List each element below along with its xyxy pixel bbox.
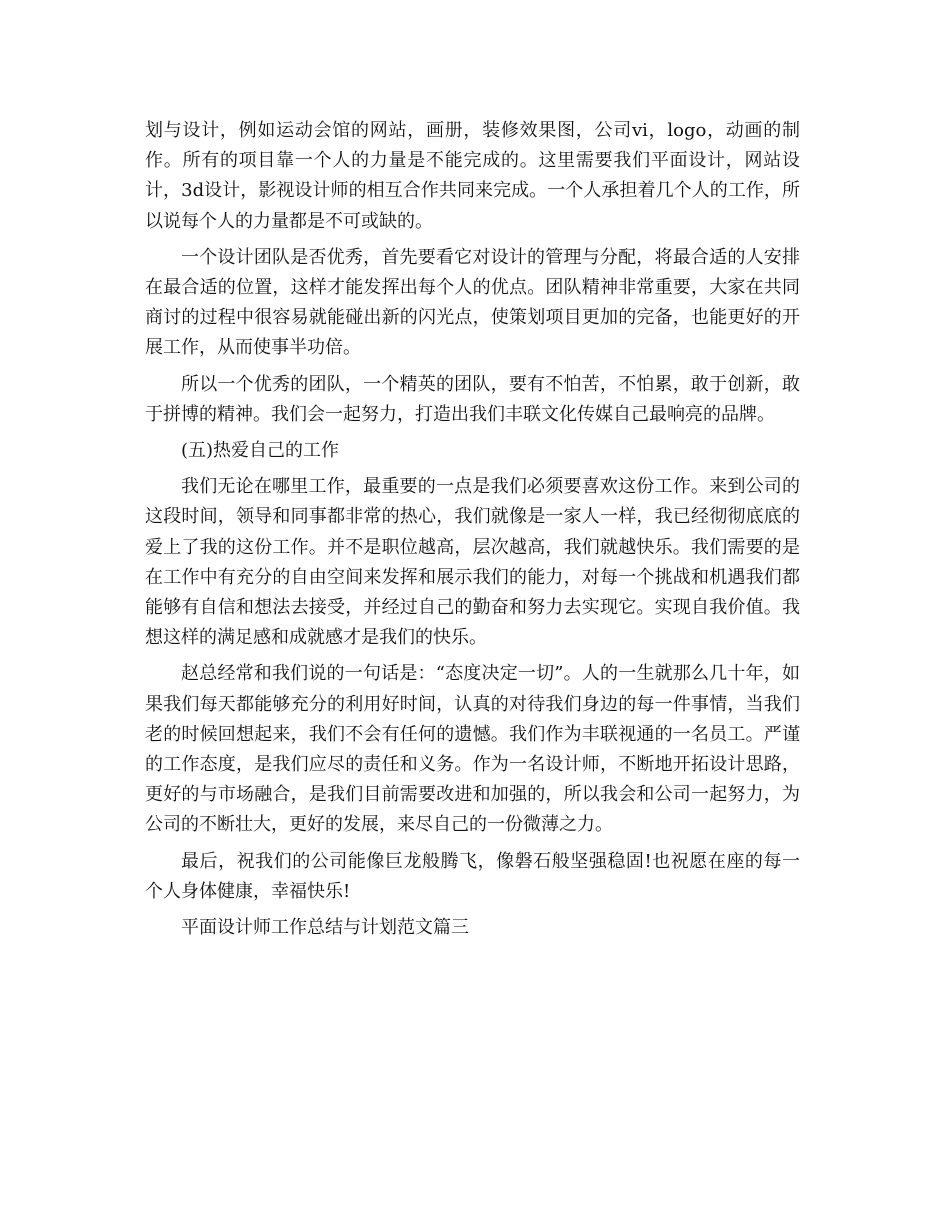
paragraph-team-spirit: 所以一个优秀的团队，一个精英的团队，要有不怕苦，不怕累，敢于创新，敢于拼博的精神。我们会一起努力，打造出我们丰联文化传媒自己最响亮的品牌。: [145, 373, 800, 425]
paragraph-closing-wishes: 最后，祝我们的公司能像巨龙般腾飞，像磐石般坚强稳固!也祝愿在座的每一个人身体健康，幸福快乐!: [145, 850, 800, 902]
paragraph-team-quality: 一个设计团队是否优秀，首先要看它对设计的管理与分配，将最合适的人安排在最合适的位置，这样才能发挥出每个人的优点。团队精神非常重要，大家在共同商讨的过程中很容易就能碰出新的闪光点，使策划项目更加的完备，也能更好的开展工作，从而使事半功倍。: [145, 246, 800, 359]
paragraph-continuation: 划与设计，例如运动会馆的网站，画册，装修效果图，公司vi，logo，动画的制作。所有的项目靠一个人的力量是不能完成的。这里需要我们平面设计，网站设计，3d设计，影视设计师的相互合作共同来完成。一个人承担着几个人的工作，所以说每个人的力量都是不可或缺的。: [145, 120, 800, 232]
document-body: [145, 116, 800, 949]
paragraph-attitude: 赵总经常和我们说的一句话是：“态度决定一切”。人的一生就那么几十年，如果我们每天都能够充分的利用好时间，认真的对待我们身边的每一件事情，当我们老的时候回想起来，我们不会有任何的遗憾。我们作为丰联视通的一名员工。严谨的工作态度，是我们应尽的责任和义务。作为一名设计师，不断地开拓设计思路，更好的与市场融合，是我们目前需要改进和加强的，所以我会和公司一起努力，为公司的不断壮大，更好的发展，来尽自己的一份微薄之力。: [145, 663, 800, 836]
next-article-title: 平面设计师工作总结与计划范文篇三: [181, 917, 469, 939]
paragraph-love-work: 我们无论在哪里工作，最重要的一点是我们必须要喜欢这份工作。来到公司的这段时间，领导和同事都非常的热心，我们就像是一家人一样，我已经彻彻底底的爱上了我的这份工作。并不是职位越高，层次越高，我们就越快乐。我们需要的是在工作中有充分的自由空间来发挥和展示我们的能力，对每一个挑战和机遇我们都能够有自信和想法去接受，并经过自己的勤奋和努力去实现它。实现自我价值。我想这样的满足感和成就感才是我们的快乐。: [145, 476, 800, 649]
section-heading-love-work: (五)热爱自己的工作: [181, 440, 340, 462]
